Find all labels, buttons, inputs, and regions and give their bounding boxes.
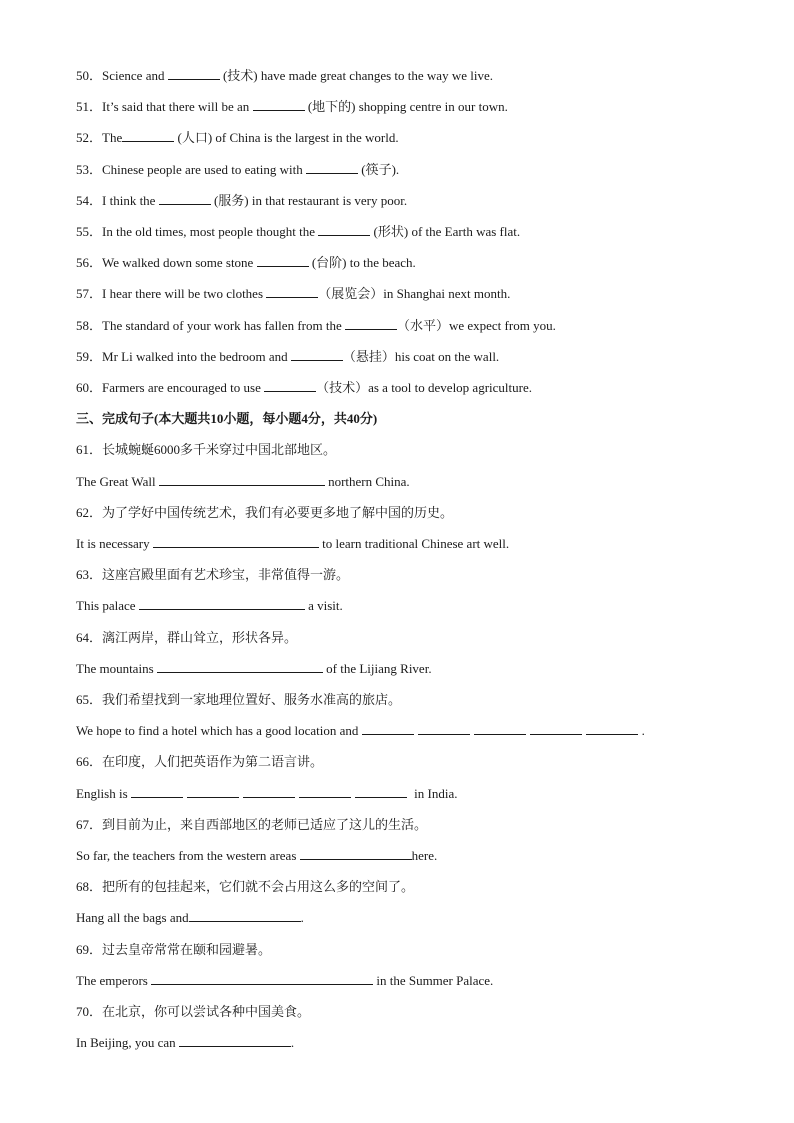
- chinese-prompt: [76, 816, 427, 834]
- question-text: The standard of your work has fallen from the: [102, 318, 345, 333]
- english-sentence: [76, 909, 304, 927]
- question-number: 59．: [76, 349, 103, 364]
- answer-blank[interactable]: [153, 535, 319, 548]
- question-text: (形状) of the Earth was flat.: [370, 224, 521, 239]
- question-number: 55．: [76, 224, 103, 239]
- question-text: .: [300, 910, 304, 925]
- question-text: We walked down some stone: [102, 255, 257, 270]
- answer-blank[interactable]: [168, 67, 220, 80]
- question-number: 57．: [76, 286, 103, 301]
- question-text: It’s said that there will be an: [102, 99, 253, 114]
- question-text: In the old times, most people thought the: [102, 224, 319, 239]
- chinese-sentence: 为了学好中国传统艺术，我们有必要更多地了解中国的历史。: [102, 505, 454, 520]
- answer-blank[interactable]: [131, 785, 183, 798]
- question-text: (筷子).: [358, 162, 400, 177]
- chinese-sentence: 把所有的包挂起来，它们就不会占用这么多的空间了。: [102, 879, 415, 894]
- chinese-sentence: 这座宫殿里面有艺术珍宝，非常值得一游。: [102, 567, 350, 582]
- question-text: .: [641, 723, 645, 738]
- answer-blank[interactable]: [586, 722, 638, 735]
- question-text: I think the: [102, 193, 159, 208]
- question-text: (台阶) to the beach.: [308, 255, 416, 270]
- question-number: 68．: [76, 879, 103, 894]
- question-text: The Great Wall: [76, 474, 159, 489]
- answer-blank[interactable]: [362, 722, 414, 735]
- section-title: 三、完成句子(本大题共10小题，每小题4分，共40分): [76, 411, 378, 426]
- question-number: 62．: [76, 505, 103, 520]
- question-number: 56．: [76, 255, 103, 270]
- question-item: [76, 161, 399, 179]
- question-text: （展览会）in Shanghai next month.: [318, 286, 511, 301]
- chinese-prompt: [76, 1003, 310, 1021]
- chinese-sentence: 在北京，你可以尝试各种中国美食。: [102, 1004, 311, 1019]
- question-text: (人口) of China is the largest in the world.: [174, 130, 399, 145]
- question-number: 65．: [76, 692, 103, 707]
- question-text: Mr Li walked into the bedroom and: [102, 349, 291, 364]
- question-number: 69．: [76, 942, 103, 957]
- question-text: (技术) have made great changes to the way we live.: [219, 68, 493, 83]
- question-text: So far, the teachers from the western areas: [76, 848, 300, 863]
- answer-blank[interactable]: [345, 317, 397, 330]
- answer-blank[interactable]: [530, 722, 582, 735]
- answer-blank[interactable]: [157, 660, 323, 673]
- chinese-prompt: [76, 941, 271, 959]
- chinese-sentence: 长城蜿蜒6000多千米穿过中国北部地区。: [102, 442, 337, 457]
- question-text: （水平）we expect from you.: [396, 318, 556, 333]
- question-item: [76, 317, 556, 335]
- answer-blank[interactable]: [243, 785, 295, 798]
- question-number: 52．: [76, 130, 103, 145]
- answer-blank[interactable]: [300, 847, 412, 860]
- question-text: a visit.: [304, 598, 343, 613]
- question-number: 58．: [76, 318, 103, 333]
- answer-blank[interactable]: [355, 785, 407, 798]
- question-item: [76, 348, 499, 366]
- chinese-prompt: [76, 504, 453, 522]
- chinese-prompt: [76, 878, 414, 896]
- answer-blank[interactable]: [122, 129, 174, 142]
- question-text: Chinese people are used to eating with: [102, 162, 306, 177]
- question-text: The: [102, 130, 123, 145]
- question-text: I hear there will be two clothes: [102, 286, 267, 301]
- english-sentence: [76, 660, 432, 678]
- question-number: 70．: [76, 1004, 103, 1019]
- question-text: in the Summer Palace.: [373, 973, 494, 988]
- question-text: We hope to find a hotel which has a good location and: [76, 723, 362, 738]
- question-number: 66．: [76, 754, 103, 769]
- question-text: （悬挂）his coat on the wall.: [342, 349, 500, 364]
- question-item: [76, 379, 532, 397]
- question-text: This palace: [76, 598, 139, 613]
- english-sentence: [76, 1034, 294, 1052]
- question-text: .: [290, 1035, 295, 1050]
- english-sentence: [76, 722, 645, 740]
- answer-blank[interactable]: [151, 972, 373, 985]
- answer-blank[interactable]: [187, 785, 239, 798]
- question-number: 63．: [76, 567, 103, 582]
- answer-blank[interactable]: [318, 223, 370, 236]
- answer-blank[interactable]: [139, 597, 305, 610]
- chinese-prompt: [76, 691, 401, 709]
- answer-blank[interactable]: [291, 348, 343, 361]
- answer-blank[interactable]: [159, 473, 325, 486]
- chinese-sentence: 漓江两岸，群山耸立，形状各异。: [102, 630, 298, 645]
- chinese-prompt: [76, 566, 349, 584]
- question-text: English is: [76, 786, 131, 801]
- question-number: 53．: [76, 162, 103, 177]
- chinese-prompt: [76, 441, 336, 459]
- chinese-sentence: 我们希望找到一家地理位置好、服务水准高的旅店。: [102, 692, 402, 707]
- question-number: 54．: [76, 193, 103, 208]
- question-text: of the Lijiang River.: [322, 661, 432, 676]
- answer-blank[interactable]: [257, 254, 309, 267]
- question-number: 51．: [76, 99, 103, 114]
- answer-blank[interactable]: [474, 722, 526, 735]
- answer-blank[interactable]: [266, 285, 318, 298]
- english-sentence: [76, 785, 457, 803]
- question-text: Hang all the bags and: [76, 910, 189, 925]
- english-sentence: [76, 847, 437, 865]
- answer-blank[interactable]: [253, 98, 305, 111]
- english-sentence: [76, 473, 410, 491]
- question-text: Science and: [102, 68, 168, 83]
- question-number: 50．: [76, 68, 103, 83]
- question-text: northern China.: [324, 474, 410, 489]
- answer-blank[interactable]: [179, 1034, 291, 1047]
- chinese-prompt: [76, 753, 323, 771]
- question-number: 64．: [76, 630, 103, 645]
- question-text: The mountains: [76, 661, 157, 676]
- question-text: (服务) in that restaurant is very poor.: [210, 193, 408, 208]
- question-text: to learn traditional Chinese art well.: [318, 536, 510, 551]
- answer-blank[interactable]: [159, 192, 211, 205]
- question-item: [76, 285, 510, 303]
- question-item: [76, 254, 416, 272]
- english-sentence: [76, 597, 343, 615]
- english-sentence: [76, 535, 509, 553]
- question-item: [76, 129, 399, 147]
- question-item: [76, 67, 493, 85]
- chinese-sentence: 到目前为止，来自西部地区的老师已适应了这儿的生活。: [102, 817, 428, 832]
- answer-blank[interactable]: [306, 161, 358, 174]
- question-text: The emperors: [76, 973, 152, 988]
- english-sentence: [76, 972, 493, 990]
- answer-blank[interactable]: [418, 722, 470, 735]
- chinese-sentence: 在印度，人们把英语作为第二语言讲。: [102, 754, 324, 769]
- question-number: 67．: [76, 817, 103, 832]
- question-number: 61．: [76, 442, 103, 457]
- question-text: here.: [411, 848, 438, 863]
- chinese-prompt: [76, 629, 297, 647]
- question-text: Farmers are encouraged to use: [102, 380, 265, 395]
- question-text: （技术）as a tool to develop agriculture.: [316, 380, 532, 395]
- question-item: [76, 98, 508, 116]
- question-text: In Beijing, you can: [76, 1035, 179, 1050]
- section-heading: [76, 410, 377, 428]
- question-text: It is necessary: [76, 536, 153, 551]
- answer-blank[interactable]: [299, 785, 351, 798]
- answer-blank[interactable]: [189, 909, 301, 922]
- question-item: [76, 223, 520, 241]
- question-text: in India.: [410, 786, 458, 801]
- answer-blank[interactable]: [264, 379, 316, 392]
- question-text: (地下的) shopping centre in our town.: [304, 99, 508, 114]
- chinese-sentence: 过去皇帝常常在颐和园避暑。: [102, 942, 272, 957]
- question-item: [76, 192, 407, 210]
- question-number: 60．: [76, 380, 103, 395]
